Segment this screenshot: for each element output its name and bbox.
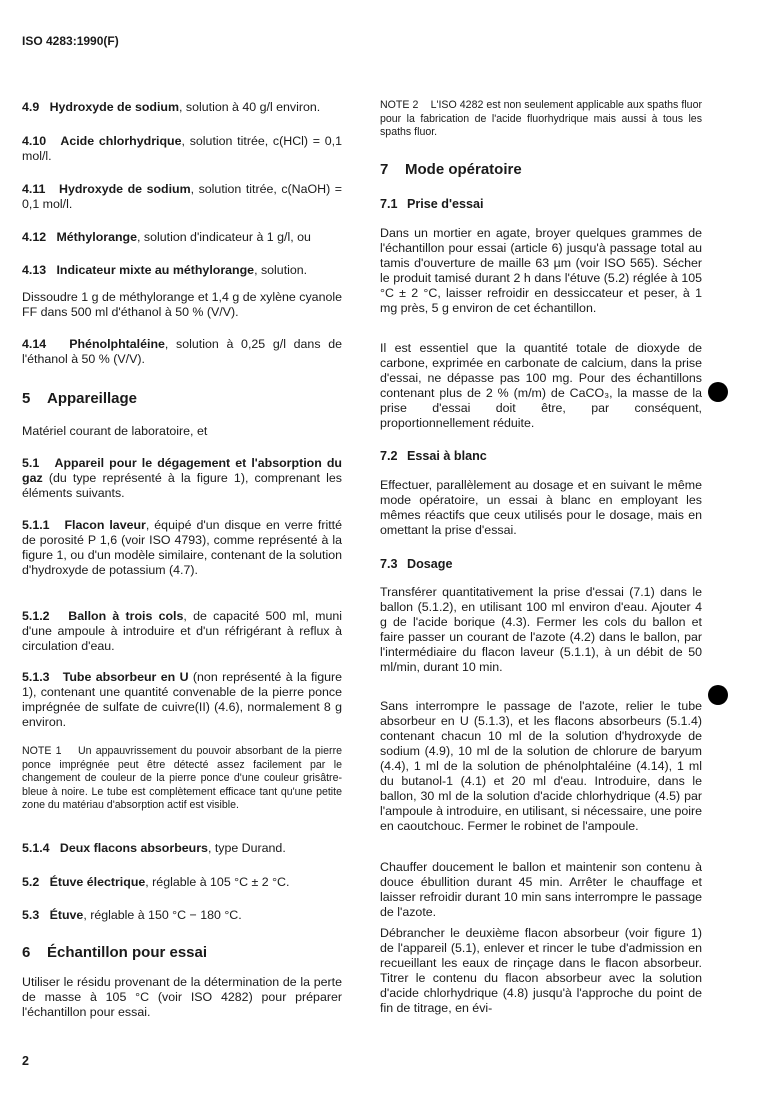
subsection-7-1-heading	[380, 197, 702, 211]
section-number: 6	[22, 944, 31, 961]
paragraph: Dissoudre 1 g de méthylorange et 1,4 g de xylène cyanole FF dans 500 ml d'éthanol à 50 % (V/V).	[22, 290, 342, 319]
subsection-7-3-para-4	[380, 926, 702, 1016]
subsection-title: Essai à blanc	[407, 449, 487, 463]
paragraph: Matériel courant de laboratoire, et	[22, 424, 208, 438]
paragraph: Effectuer, parallèlement au dosage et en suivant le même mode opératoire, un essai à blanc en employant les mêmes réactifs que ceux utilisés pour le dosage, mais en omettant la prise d'essai.	[380, 478, 702, 537]
clause-name: Appareil pour le dégagement et l'absorption du gaz	[22, 456, 342, 485]
clause-number: 4.9	[22, 100, 40, 114]
clause-number: 5.1.2	[22, 609, 50, 623]
clause-number: 5.1.3	[22, 670, 50, 684]
clause-name: Phénolphtaléine	[69, 337, 165, 351]
clause-text: , de capacité 500 ml, muni d'une ampoule à introduire et d'un réfrigérant à reflux à circulation d'eau.	[22, 609, 342, 653]
clause-5-3	[22, 908, 342, 923]
clause-name: Indicateur mixte au méthylorange	[56, 263, 255, 277]
section-title: Échantillon pour essai	[47, 944, 208, 961]
clause-5-1-1	[22, 518, 342, 578]
note-1	[22, 745, 345, 813]
section-number: 7	[380, 161, 389, 178]
clause-5-1-2	[22, 609, 342, 654]
clause-name: Acide chlorhydrique	[60, 134, 182, 148]
note-text: NOTE 1 Un appauvrissement du pouvoir absorbant de la pierre ponce imprégnée peut être détecté assez facilement par le changement de couleur de la pierre ponce d'une couleur grisâtre-bleue à noire. Le tube est complètement efficace tant qu'une petite zone du matériau d'absorption actif est visible.	[22, 745, 345, 811]
clause-5-1	[22, 456, 342, 501]
clause-number: 4.14	[22, 337, 47, 351]
note-text: NOTE 2 L'ISO 4282 est non seulement applicable aux spaths fluor pour la fabrication de l'acide fluorhydrique mais aussi à tous les spaths fluor.	[380, 99, 705, 138]
paragraph: Utiliser le résidu provenant de la détermination de la perte de masse à 105 °C (voir ISO 4282) pour préparer l'échantillon pour essai.	[22, 975, 342, 1019]
clause-text: , solution à 40 g/l environ.	[179, 100, 321, 114]
clause-text: , type Durand.	[207, 841, 286, 855]
subsection-number: 7.3	[380, 557, 398, 571]
clause-text: (non représenté à la figure 1), contenant une quantité convenable de la pierre ponce imprégnée de sulfate de cuivre(II) (4.6), normalement 8 g environ.	[22, 670, 342, 729]
clause-name: Méthylorange	[56, 230, 138, 244]
section-7-heading	[380, 161, 702, 178]
clause-name: Étuve	[49, 908, 84, 922]
clause-number: 5.2	[22, 875, 40, 889]
subsection-7-1-para-2	[380, 341, 702, 431]
paragraph: Transférer quantitativement la prise d'essai (7.1) dans le ballon (5.1.2), en utilisant 100 ml environ d'eau. Ajouter 4 g de l'acide borique (4.3). Fermer les cols du ballon et faire passer un courant de l'azote (4.2) dans le ballon, par l'intermédiaire du flacon laveur (5.1.1), à un débit de 50 ml/min, durant 10 min.	[380, 585, 702, 674]
subsection-7-2-heading	[380, 449, 702, 463]
note-2	[380, 99, 705, 140]
section-6-heading	[22, 944, 342, 961]
subsection-7-2-text	[380, 478, 702, 538]
clause-4-11	[22, 182, 342, 212]
section-5-heading	[22, 390, 342, 407]
clause-text: , solution à 0,25 g/l dans de l'éthanol à 50 % (V/V).	[22, 337, 342, 366]
section-6-text	[22, 975, 342, 1020]
clause-text: , solution titrée, c(NaOH) = 0,1 mol/l.	[22, 182, 342, 211]
clause-4-13	[22, 263, 342, 278]
clause-text: , équipé d'un disque en verre fritté de porosité P 1,6 (voir ISO 4793), comme représenté à la figure 1, ou d'un modèle similaire, contenant de la solution d'hydroxyde de potassium (4.7).	[22, 518, 342, 577]
margin-marker-dot	[708, 382, 728, 402]
clause-number: 5.1.4	[22, 841, 50, 855]
paragraph: Débrancher le deuxième flacon absorbeur (voir figure 1) de l'appareil (5.1), enlever et rincer le tube d'admission en recueillant les eaux de rinçage dans le flacon absorbeur. Titrer le contenu du flacon absorbeur avec la solution d'acide chlorhydrique (4.8) jusqu'à l'approche du point de fin de titrage, en évi-	[380, 926, 702, 1015]
clause-number: 5.3	[22, 908, 40, 922]
clause-number: 4.11	[22, 182, 46, 196]
section-5-intro	[22, 424, 342, 439]
subsection-7-3-para-3	[380, 860, 702, 920]
clause-name: Ballon à trois cols	[68, 609, 184, 623]
section-number: 5	[22, 390, 31, 407]
clause-number: 5.1	[22, 456, 40, 470]
clause-4-12	[22, 230, 342, 245]
clause-text: (du type représenté à la figure 1), comprenant les éléments suivants.	[22, 471, 342, 500]
clause-4-13-text	[22, 290, 342, 320]
clause-number: 5.1.1	[22, 518, 50, 532]
subsection-number: 7.2	[380, 449, 398, 463]
section-title: Appareillage	[47, 390, 138, 407]
document-header: ISO 4283:1990(F)	[22, 34, 119, 48]
subsection-7-3-para-1	[380, 585, 702, 675]
clause-5-1-4	[22, 841, 342, 856]
clause-name: Hydroxyde de sodium	[49, 100, 180, 114]
clause-5-1-3	[22, 670, 342, 730]
clause-number: 4.10	[22, 134, 47, 148]
clause-text: , réglable à 105 °C ± 2 °C.	[145, 875, 290, 889]
clause-name: Flacon laveur	[64, 518, 146, 532]
section-title: Mode opératoire	[405, 161, 522, 178]
page-number: 2	[22, 1054, 29, 1068]
clause-name: Tube absorbeur en U	[62, 670, 189, 684]
paragraph: Il est essentiel que la quantité totale de dioxyde de carbone, exprimée en carbonate de calcium, dans la prise d'essai, ne dépasse pas 100 mg. Pour des échantillons contenant plus de 2 % (m/m) de CaCO₃, la masse de la prise d'essai doit être, par conséquent, proportionnellement réduite.	[380, 341, 702, 430]
paragraph: Sans interrompre le passage de l'azote, relier le tube absorbeur en U (5.1.3), et les flacons absorbeurs (5.1.4) contenant chacun 10 ml de la solution d'hydroxyde de sodium (4.9), 10 ml de la solution de chlorure de baryum (4.4), 1 ml de la solution de phénolphtaléine (4.14), 1 ml du butanol-1 (4.1) et 20 ml d'eau. Introduire, dans le ballon, 30 ml de la solution d'acide chlorhydrique (4.5) par l'ampoule à introduire, en utilisant, si nécessaire, une poire en caoutchouc. Fermer le robinet de l'ampoule.	[380, 699, 702, 833]
clause-5-2	[22, 875, 342, 890]
margin-marker-dot	[708, 685, 728, 705]
subsection-7-3-para-2	[380, 699, 702, 834]
subsection-title: Dosage	[407, 557, 453, 571]
paragraph: Dans un mortier en agate, broyer quelques grammes de l'échantillon pour essai (article 6) jusqu'à passage total au tamis d'ouverture de maille 63 µm (voir ISO 565). Sécher le produit tamisé durant 2 h dans l'étuve (5.2) réglée à 105 °C ± 2 °C, laisser refroidir en dessiccateur et peser, à 1 mg près, 5 g environ de cet échantillon.	[380, 226, 702, 315]
clause-text: , réglable à 150 °C − 180 °C.	[83, 908, 242, 922]
clause-text: , solution titrée, c(HCl) = 0,1 mol/l.	[22, 134, 342, 163]
subsection-7-1-para-1	[380, 226, 702, 316]
clause-number: 4.12	[22, 230, 47, 244]
clause-4-9	[22, 100, 342, 115]
clause-name: Hydroxyde de sodium	[59, 182, 191, 196]
clause-name: Étuve électrique	[49, 875, 146, 889]
clause-4-14	[22, 337, 342, 367]
clause-text: , solution d'indicateur à 1 g/l, ou	[137, 230, 311, 244]
clause-text: , solution.	[254, 263, 308, 277]
clause-4-10	[22, 134, 342, 164]
paragraph: Chauffer doucement le ballon et maintenir son contenu à douce ébullition durant 45 min. Arrêter le chauffage et laisser refroidir durant 10 min sans interrompre le passage de l'azote.	[380, 860, 702, 919]
subsection-title: Prise d'essai	[407, 197, 484, 211]
subsection-7-3-heading	[380, 557, 702, 571]
subsection-number: 7.1	[380, 197, 398, 211]
clause-name: Deux flacons absorbeurs	[59, 841, 208, 855]
clause-number: 4.13	[22, 263, 47, 277]
